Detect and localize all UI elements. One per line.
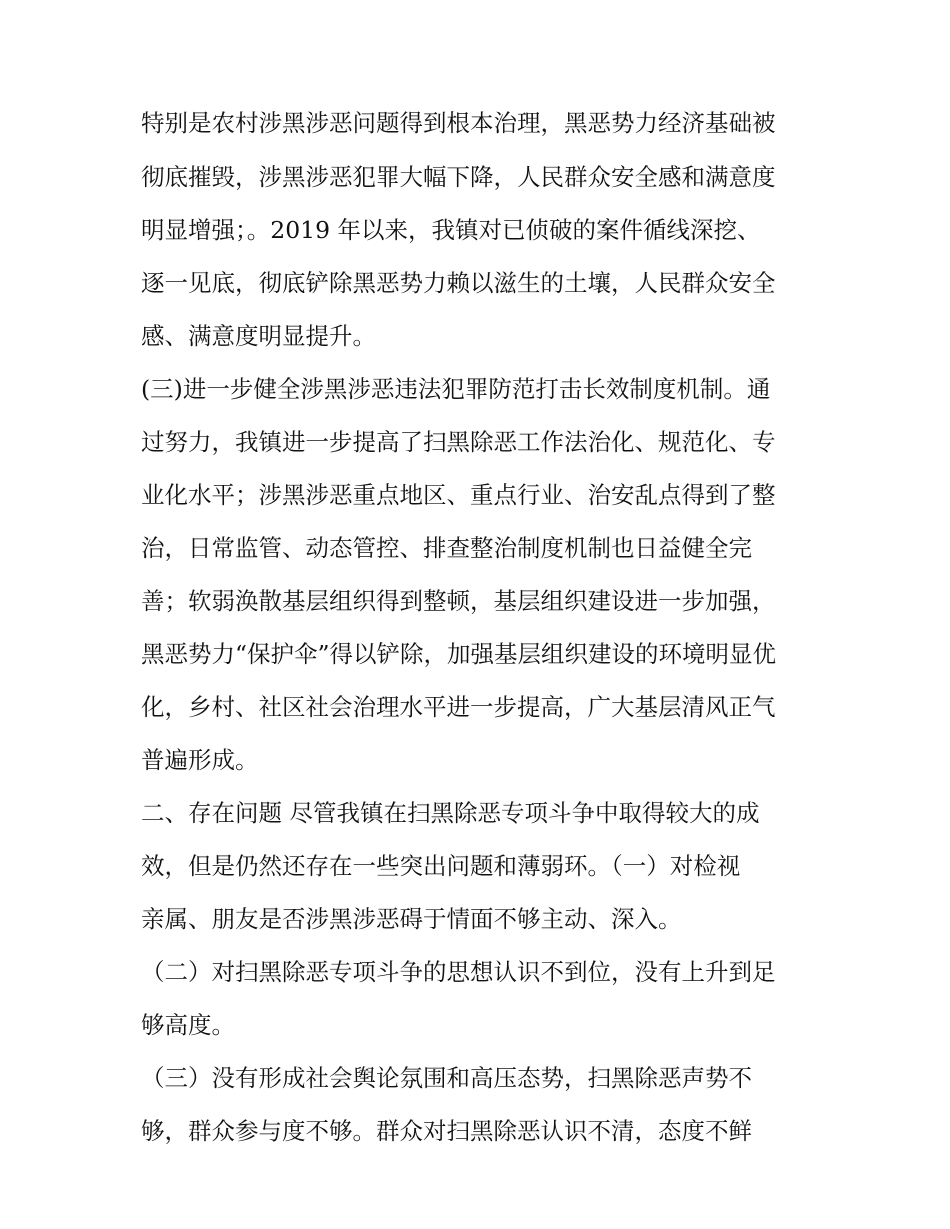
- text-line: 普遍形成。: [141, 746, 259, 774]
- text-line: 过努力，我镇进一步提高了扫黑除恶工作法治化、规范化、专: [141, 428, 776, 456]
- text-line: （二）对扫黑除恶专项斗争的思想认识不到位，没有上升到足: [141, 958, 776, 986]
- text-line: 善；软弱涣散基层组织得到整顿，基层组织建设进一步加强，: [141, 587, 776, 615]
- text-line: 治，日常监管、动态管控、排查整治制度机制也日益健全完: [141, 534, 752, 562]
- text-line: 彻底摧毁，涉黑涉恶犯罪大幅下降，人民群众安全感和满意度: [141, 163, 776, 191]
- text-line: 够高度。: [141, 1011, 235, 1039]
- text-line: 黑恶势力“保护伞”得以铲除，加强基层组织建设的环境明显优: [141, 640, 777, 668]
- text-line: 特别是农村涉黑涉恶问题得到根本治理，黑恶势力经济基础被: [141, 109, 776, 137]
- text-line: 二、存在问题 尽管我镇在扫黑除恶专项斗争中取得较大的成: [141, 799, 760, 827]
- text-line: 化，乡村、社区社会治理水平进一步提高，广大基层清风正气: [141, 693, 776, 721]
- text-line: 效，但是仍然还存在一些突出问题和薄弱环。（一）对检视: [141, 852, 741, 880]
- text-line: 感、满意度明显提升。: [141, 322, 376, 350]
- text-line: 逐一见底，彻底铲除黑恶势力赖以滋生的土壤，人民群众安全: [141, 269, 776, 297]
- text-line: 亲属、朋友是否涉黑涉恶碍于情面不够主动、深入。: [141, 905, 682, 933]
- text-line: （三）没有形成社会舆论氛围和高压态势，扫黑除恶声势不: [141, 1064, 752, 1092]
- text-line: 业化水平；涉黑涉恶重点地区、重点行业、治安乱点得到了整: [141, 481, 776, 509]
- text-line: (三)进一步健全涉黑涉恶违法犯罪防范打击长效制度机制。通: [141, 375, 771, 403]
- text-line: 够，群众参与度不够。群众对扫黑除恶认识不清，态度不鲜: [141, 1117, 752, 1145]
- text-line: 明显增强；。2019 年以来，我镇对已侦破的案件循线深挖、: [141, 216, 761, 244]
